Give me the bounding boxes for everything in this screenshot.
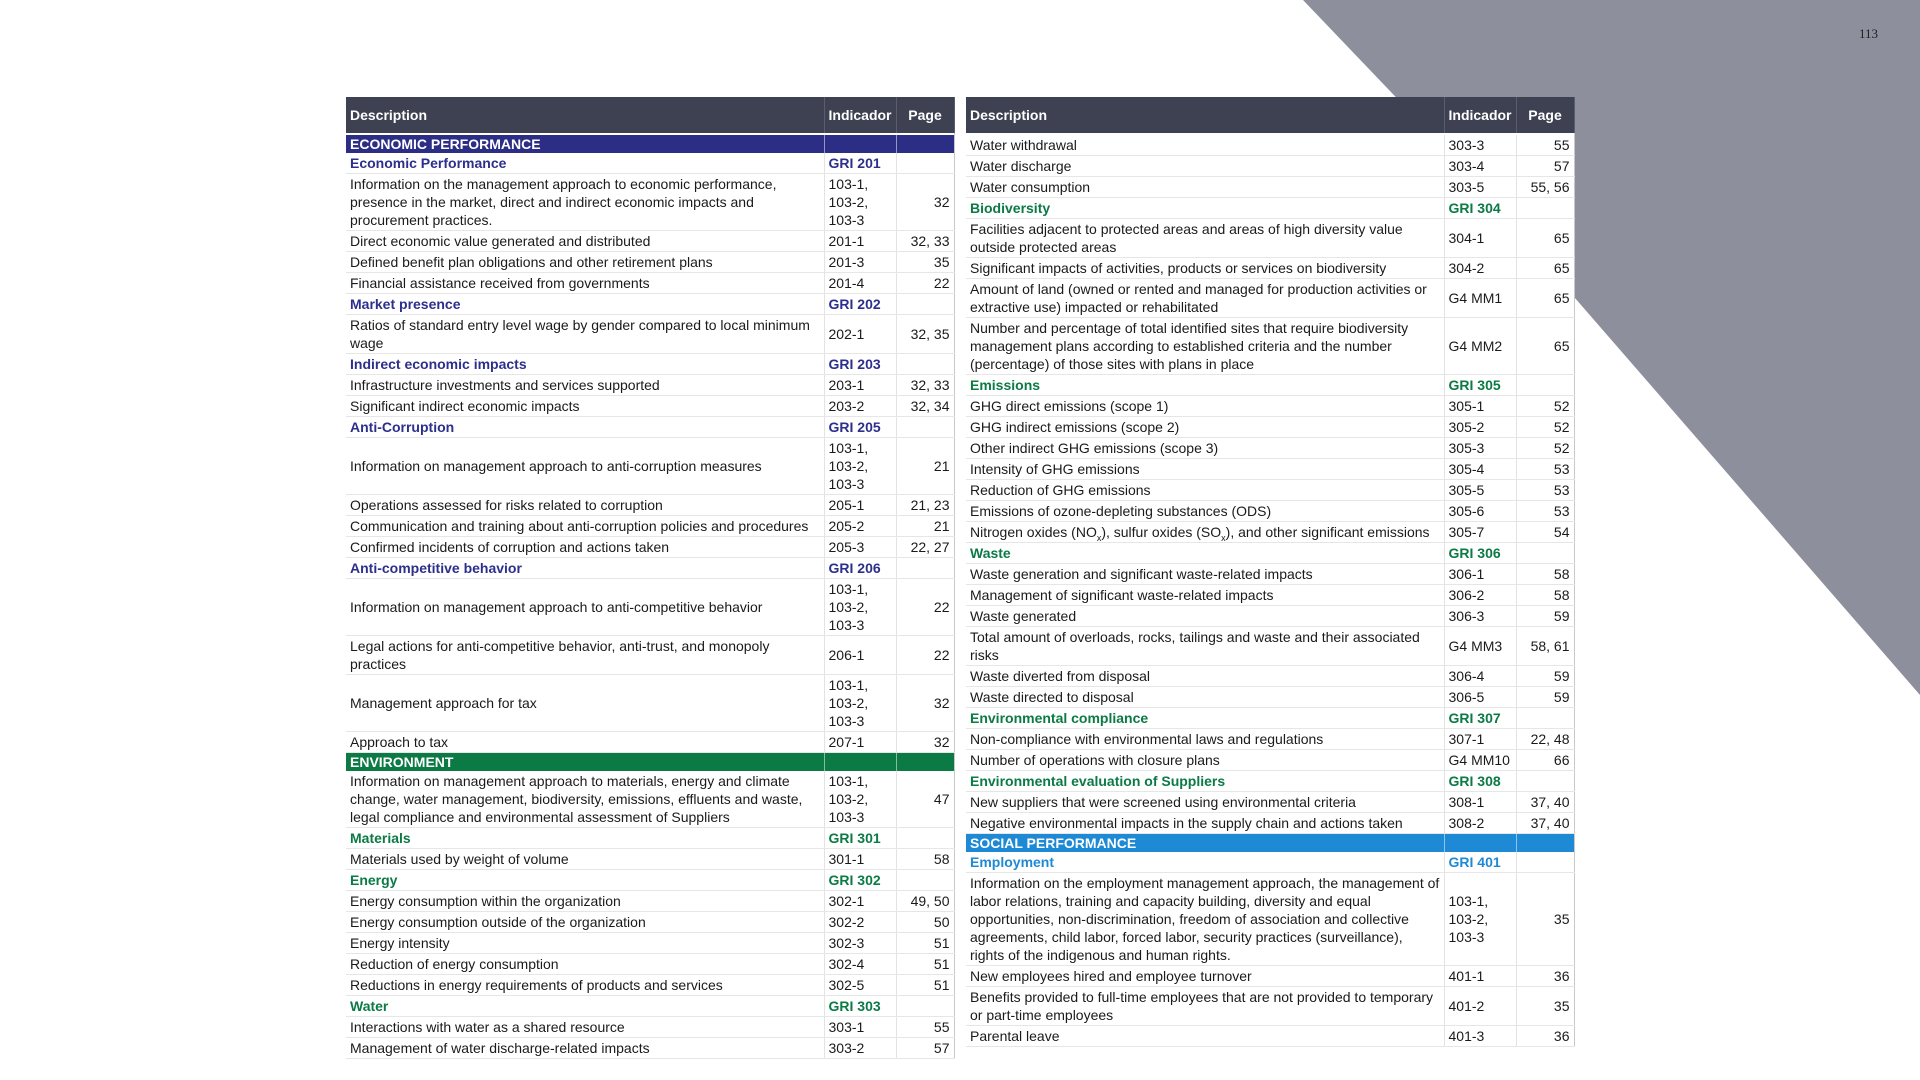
row-description: Information on the employment management approach, the management of labor relations, training and capacity building, diversity and equal opportunities, non-discrimination, freedom of association and collective agreements, child labor, forced labor, security practices (surveillance), rights of the indigenous and human rights. xyxy=(966,873,1444,966)
subsection-row xyxy=(966,771,1574,792)
row-description: Energy consumption within the organization xyxy=(346,891,824,912)
row-page: 22 xyxy=(896,273,954,294)
row-description: Waste generation and significant waste-related impacts xyxy=(966,564,1444,585)
table-row xyxy=(966,438,1574,459)
row-page: 35 xyxy=(1516,987,1574,1026)
row-page: 57 xyxy=(1516,156,1574,177)
table-row xyxy=(966,156,1574,177)
subsection-title: Market presence xyxy=(346,294,824,315)
table-row xyxy=(966,480,1574,501)
row-indicator: 202-1 xyxy=(824,315,896,354)
row-page: 53 xyxy=(1516,501,1574,522)
row-indicator: 205-2 xyxy=(824,516,896,537)
row-page: 58, 61 xyxy=(1516,627,1574,666)
row-indicator: G4 MM2 xyxy=(1444,318,1516,375)
description-text-part: ), and other significant emissions xyxy=(1225,524,1430,540)
row-page: 50 xyxy=(896,912,954,933)
row-description: Infrastructure investments and services supported xyxy=(346,375,824,396)
gri-index-table-left xyxy=(346,97,955,1059)
table-row xyxy=(346,375,954,396)
row-page: 55 xyxy=(1516,135,1574,156)
table-row xyxy=(346,174,954,231)
table-row xyxy=(966,792,1574,813)
table-row xyxy=(966,564,1574,585)
row-page: 65 xyxy=(1516,219,1574,258)
row-description: Energy consumption outside of the organization xyxy=(346,912,824,933)
subsection-page-cell xyxy=(896,870,954,891)
section-title: SOCIAL PERFORMANCE xyxy=(966,834,1444,853)
row-description: Defined benefit plan obligations and other retirement plans xyxy=(346,252,824,273)
row-indicator: 307-1 xyxy=(1444,729,1516,750)
table-row xyxy=(346,273,954,294)
row-description: Emissions of ozone-depleting substances (ODS) xyxy=(966,501,1444,522)
row-indicator: 308-2 xyxy=(1444,813,1516,834)
row-indicator: G4 MM1 xyxy=(1444,279,1516,318)
row-description: GHG direct emissions (scope 1) xyxy=(966,396,1444,417)
row-description: Information on management approach to materials, energy and climate change, water management, biodiversity, emissions, effluents and waste, legal compliance and environmental assessment of Suppliers xyxy=(346,771,824,828)
subsection-row xyxy=(346,417,954,438)
subsection-row xyxy=(966,375,1574,396)
row-indicator: 203-1 xyxy=(824,375,896,396)
table-body-right xyxy=(966,133,1574,1047)
row-page: 58 xyxy=(896,849,954,870)
row-indicator: 305-3 xyxy=(1444,438,1516,459)
table-row xyxy=(966,987,1574,1026)
table-row xyxy=(966,279,1574,318)
row-page: 32 xyxy=(896,732,954,753)
subsection-row xyxy=(346,558,954,579)
row-page: 55, 56 xyxy=(1516,177,1574,198)
row-indicator: 206-1 xyxy=(824,636,896,675)
row-page: 37, 40 xyxy=(1516,792,1574,813)
row-page: 59 xyxy=(1516,687,1574,708)
subsection-row xyxy=(966,852,1574,873)
row-indicator: G4 MM10 xyxy=(1444,750,1516,771)
section-header-row xyxy=(966,834,1574,853)
row-description: New employees hired and employee turnover xyxy=(966,966,1444,987)
row-page: 21 xyxy=(896,516,954,537)
subsection-page-cell xyxy=(896,294,954,315)
subsection-page-cell xyxy=(1516,198,1574,219)
row-description: Operations assessed for risks related to corruption xyxy=(346,495,824,516)
row-description: Information on management approach to anti-competitive behavior xyxy=(346,579,824,636)
row-page: 65 xyxy=(1516,279,1574,318)
table-row xyxy=(346,975,954,996)
row-description: Number and percentage of total identified sites that require biodiversity management plans according to established criteria and the number (percentage) of those sites with plans in place xyxy=(966,318,1444,375)
table-row xyxy=(966,687,1574,708)
row-page: 54 xyxy=(1516,522,1574,543)
row-page: 36 xyxy=(1516,966,1574,987)
table-row xyxy=(346,231,954,252)
row-page: 47 xyxy=(896,771,954,828)
subsection-indicator: GRI 401 xyxy=(1444,852,1516,873)
row-indicator: 303-1 xyxy=(824,1017,896,1038)
row-page: 22 xyxy=(896,579,954,636)
row-indicator: 401-2 xyxy=(1444,987,1516,1026)
table-row xyxy=(346,675,954,732)
description-text-part: ), sulfur oxides (SO xyxy=(1101,524,1222,540)
row-indicator: 305-4 xyxy=(1444,459,1516,480)
row-page: 59 xyxy=(1516,666,1574,687)
row-description: Management approach for tax xyxy=(346,675,824,732)
subsection-page-cell xyxy=(1516,771,1574,792)
subsection-title: Waste xyxy=(966,543,1444,564)
table-row xyxy=(966,585,1574,606)
row-indicator: 304-1 xyxy=(1444,219,1516,258)
section-indicator-cell xyxy=(1444,834,1516,853)
row-page: 35 xyxy=(1516,873,1574,966)
table-row xyxy=(346,891,954,912)
table-row xyxy=(966,813,1574,834)
table-row xyxy=(966,666,1574,687)
row-description: Confirmed incidents of corruption and actions taken xyxy=(346,537,824,558)
row-description: Water withdrawal xyxy=(966,135,1444,156)
subsection-row xyxy=(346,153,954,174)
row-page: 52 xyxy=(1516,438,1574,459)
table-row xyxy=(966,219,1574,258)
row-description xyxy=(966,522,1444,543)
subsection-page-cell xyxy=(1516,375,1574,396)
table-header-row xyxy=(346,97,954,133)
row-page: 21, 23 xyxy=(896,495,954,516)
row-indicator: 306-5 xyxy=(1444,687,1516,708)
column-header-description: Description xyxy=(346,97,824,133)
subsection-indicator: GRI 203 xyxy=(824,354,896,375)
table-row xyxy=(346,933,954,954)
row-description: Parental leave xyxy=(966,1026,1444,1047)
row-indicator: 205-3 xyxy=(824,537,896,558)
row-indicator: 303-5 xyxy=(1444,177,1516,198)
subsection-title: Employment xyxy=(966,852,1444,873)
row-description: Interactions with water as a shared resource xyxy=(346,1017,824,1038)
row-indicator: 305-5 xyxy=(1444,480,1516,501)
row-description: Management of water discharge-related impacts xyxy=(346,1038,824,1059)
table-header-row xyxy=(966,97,1574,133)
table-row xyxy=(966,606,1574,627)
table-row xyxy=(346,912,954,933)
table-row xyxy=(966,459,1574,480)
row-indicator: 305-1 xyxy=(1444,396,1516,417)
row-page: 59 xyxy=(1516,606,1574,627)
subsection-title: Biodiversity xyxy=(966,198,1444,219)
row-indicator: 302-4 xyxy=(824,954,896,975)
subsection-page-cell xyxy=(1516,852,1574,873)
row-indicator: 306-3 xyxy=(1444,606,1516,627)
gri-index-table-right xyxy=(966,97,1575,1047)
subsection-indicator: GRI 306 xyxy=(1444,543,1516,564)
column-header-page: Page xyxy=(1516,97,1574,133)
row-description: Information on management approach to anti-corruption measures xyxy=(346,438,824,495)
row-page: 58 xyxy=(1516,564,1574,585)
row-indicator: 203-2 xyxy=(824,396,896,417)
row-page: 65 xyxy=(1516,318,1574,375)
subsection-title: Energy xyxy=(346,870,824,891)
subsection-page-cell xyxy=(896,354,954,375)
row-page: 66 xyxy=(1516,750,1574,771)
row-indicator: 401-3 xyxy=(1444,1026,1516,1047)
subsection-indicator: GRI 206 xyxy=(824,558,896,579)
row-description: Facilities adjacent to protected areas and areas of high diversity value outside protected areas xyxy=(966,219,1444,258)
subsection-title: Materials xyxy=(346,828,824,849)
subsection-page-cell xyxy=(1516,708,1574,729)
row-indicator: 303-2 xyxy=(824,1038,896,1059)
table-row xyxy=(966,627,1574,666)
section-header-row xyxy=(346,753,954,772)
table-row xyxy=(966,966,1574,987)
row-indicator: 303-4 xyxy=(1444,156,1516,177)
subsection-page-cell xyxy=(896,153,954,174)
subsection-indicator: GRI 302 xyxy=(824,870,896,891)
row-page: 52 xyxy=(1516,396,1574,417)
subsection-row xyxy=(346,996,954,1017)
subsection-indicator: GRI 303 xyxy=(824,996,896,1017)
subsection-title: Water xyxy=(346,996,824,1017)
row-indicator: 103-1, 103-2, 103-3 xyxy=(824,675,896,732)
row-page: 58 xyxy=(1516,585,1574,606)
row-indicator: 302-1 xyxy=(824,891,896,912)
row-page: 32 xyxy=(896,174,954,231)
row-description: Negative environmental impacts in the supply chain and actions taken xyxy=(966,813,1444,834)
section-page-cell xyxy=(896,135,954,153)
subsection-page-cell xyxy=(1516,543,1574,564)
row-indicator: 207-1 xyxy=(824,732,896,753)
row-description: New suppliers that were screened using environmental criteria xyxy=(966,792,1444,813)
section-page-cell xyxy=(896,753,954,772)
row-description: Materials used by weight of volume xyxy=(346,849,824,870)
row-page: 57 xyxy=(896,1038,954,1059)
row-description: Reduction of GHG emissions xyxy=(966,480,1444,501)
row-description: Other indirect GHG emissions (scope 3) xyxy=(966,438,1444,459)
row-description: Water discharge xyxy=(966,156,1444,177)
row-page: 32, 33 xyxy=(896,375,954,396)
subsection-indicator: GRI 301 xyxy=(824,828,896,849)
table-row xyxy=(346,495,954,516)
table-row xyxy=(346,315,954,354)
row-description: Direct economic value generated and distributed xyxy=(346,231,824,252)
row-page: 21 xyxy=(896,438,954,495)
row-description: Number of operations with closure plans xyxy=(966,750,1444,771)
table-row xyxy=(346,537,954,558)
row-page: 36 xyxy=(1516,1026,1574,1047)
table-row xyxy=(346,579,954,636)
row-description: Waste generated xyxy=(966,606,1444,627)
section-indicator-cell xyxy=(824,135,896,153)
subsection-title: Anti-Corruption xyxy=(346,417,824,438)
table-row xyxy=(966,318,1574,375)
row-description: GHG indirect emissions (scope 2) xyxy=(966,417,1444,438)
section-title: ECONOMIC PERFORMANCE xyxy=(346,135,824,153)
row-indicator: 302-2 xyxy=(824,912,896,933)
table-row xyxy=(346,1038,954,1059)
row-page: 51 xyxy=(896,933,954,954)
row-page: 35 xyxy=(896,252,954,273)
subsection-page-cell xyxy=(896,558,954,579)
subsection-row xyxy=(966,543,1574,564)
row-indicator: 305-2 xyxy=(1444,417,1516,438)
column-header-indicator: Indicador xyxy=(824,97,896,133)
row-indicator: 103-1, 103-2, 103-3 xyxy=(824,771,896,828)
table-row xyxy=(966,1026,1574,1047)
row-description: Total amount of overloads, rocks, tailings and waste and their associated risks xyxy=(966,627,1444,666)
table-row xyxy=(966,522,1574,543)
row-description: Reduction of energy consumption xyxy=(346,954,824,975)
row-indicator: 103-1, 103-2, 103-3 xyxy=(824,174,896,231)
row-page: 22 xyxy=(896,636,954,675)
section-indicator-cell xyxy=(824,753,896,772)
subsection-title: Environmental compliance xyxy=(966,708,1444,729)
row-page: 37, 40 xyxy=(1516,813,1574,834)
subsection-row xyxy=(966,198,1574,219)
row-indicator: 306-4 xyxy=(1444,666,1516,687)
row-page: 55 xyxy=(896,1017,954,1038)
row-description: Financial assistance received from governments xyxy=(346,273,824,294)
table-row xyxy=(346,849,954,870)
subsection-row xyxy=(966,708,1574,729)
subscript-text: x xyxy=(1221,532,1226,543)
row-indicator: 302-5 xyxy=(824,975,896,996)
row-description: Reductions in energy requirements of products and services xyxy=(346,975,824,996)
table-row xyxy=(346,732,954,753)
table-row xyxy=(966,873,1574,966)
section-page-cell xyxy=(1516,834,1574,853)
row-description: Significant indirect economic impacts xyxy=(346,396,824,417)
row-page: 32, 33 xyxy=(896,231,954,252)
table-row xyxy=(346,636,954,675)
row-page: 32, 34 xyxy=(896,396,954,417)
subsection-indicator: GRI 305 xyxy=(1444,375,1516,396)
row-page: 22, 27 xyxy=(896,537,954,558)
subsection-row xyxy=(346,828,954,849)
row-indicator: 103-1, 103-2, 103-3 xyxy=(1444,873,1516,966)
subsection-title: Economic Performance xyxy=(346,153,824,174)
row-page: 65 xyxy=(1516,258,1574,279)
table-row xyxy=(346,954,954,975)
row-description: Water consumption xyxy=(966,177,1444,198)
table-row xyxy=(966,258,1574,279)
table-row xyxy=(966,501,1574,522)
table-row xyxy=(346,1017,954,1038)
row-description: Management of significant waste-related impacts xyxy=(966,585,1444,606)
row-indicator: 303-3 xyxy=(1444,135,1516,156)
subsection-row xyxy=(346,870,954,891)
table-row xyxy=(966,729,1574,750)
row-indicator: 205-1 xyxy=(824,495,896,516)
subsection-page-cell xyxy=(896,828,954,849)
table-row xyxy=(346,252,954,273)
table-row xyxy=(346,516,954,537)
row-indicator: 305-7 xyxy=(1444,522,1516,543)
row-indicator: 306-1 xyxy=(1444,564,1516,585)
row-description: Communication and training about anti-corruption policies and procedures xyxy=(346,516,824,537)
page-number: 113 xyxy=(1858,26,1878,41)
table-row xyxy=(346,438,954,495)
subsection-title: Environmental evaluation of Suppliers xyxy=(966,771,1444,792)
column-header-indicator: Indicador xyxy=(1444,97,1516,133)
row-indicator: 304-2 xyxy=(1444,258,1516,279)
row-page: 52 xyxy=(1516,417,1574,438)
row-description: Significant impacts of activities, products or services on biodiversity xyxy=(966,258,1444,279)
row-page: 53 xyxy=(1516,459,1574,480)
subsection-indicator: GRI 307 xyxy=(1444,708,1516,729)
subsection-row xyxy=(346,294,954,315)
subsection-title: Indirect economic impacts xyxy=(346,354,824,375)
row-page: 53 xyxy=(1516,480,1574,501)
row-indicator: G4 MM3 xyxy=(1444,627,1516,666)
row-page: 51 xyxy=(896,975,954,996)
subsection-title: Emissions xyxy=(966,375,1444,396)
subsection-row xyxy=(346,354,954,375)
row-description: Non-compliance with environmental laws and regulations xyxy=(966,729,1444,750)
row-indicator: 302-3 xyxy=(824,933,896,954)
column-header-page: Page xyxy=(896,97,954,133)
table-row xyxy=(346,396,954,417)
row-description: Information on the management approach to economic performance, presence in the market, direct and indirect economic impacts and procurement practices. xyxy=(346,174,824,231)
row-description: Benefits provided to full-time employees that are not provided to temporary or part-time employees xyxy=(966,987,1444,1026)
subsection-indicator: GRI 202 xyxy=(824,294,896,315)
row-indicator: 308-1 xyxy=(1444,792,1516,813)
row-indicator: 401-1 xyxy=(1444,966,1516,987)
subsection-page-cell xyxy=(896,996,954,1017)
table-body-left xyxy=(346,133,954,1059)
table-row xyxy=(966,750,1574,771)
subsection-page-cell xyxy=(896,417,954,438)
row-indicator: 201-4 xyxy=(824,273,896,294)
table-row xyxy=(966,177,1574,198)
row-indicator: 103-1, 103-2, 103-3 xyxy=(824,579,896,636)
subsection-indicator: GRI 308 xyxy=(1444,771,1516,792)
description-text-part: Nitrogen oxides (NO xyxy=(970,524,1097,540)
column-header-description: Description xyxy=(966,97,1444,133)
row-indicator: 201-1 xyxy=(824,231,896,252)
row-description: Waste diverted from disposal xyxy=(966,666,1444,687)
section-header-row xyxy=(346,135,954,153)
row-indicator: 306-2 xyxy=(1444,585,1516,606)
row-description: Amount of land (owned or rented and managed for production activities or extractive use) impacted or rehabilitated xyxy=(966,279,1444,318)
row-description: Legal actions for anti-competitive behavior, anti-trust, and monopoly practices xyxy=(346,636,824,675)
row-page: 22, 48 xyxy=(1516,729,1574,750)
table-row xyxy=(966,396,1574,417)
subsection-title: Anti-competitive behavior xyxy=(346,558,824,579)
row-page: 32, 35 xyxy=(896,315,954,354)
subsection-indicator: GRI 205 xyxy=(824,417,896,438)
row-page: 51 xyxy=(896,954,954,975)
row-description: Waste directed to disposal xyxy=(966,687,1444,708)
row-indicator: 201-3 xyxy=(824,252,896,273)
row-indicator: 301-1 xyxy=(824,849,896,870)
row-description: Approach to tax xyxy=(346,732,824,753)
row-page: 49, 50 xyxy=(896,891,954,912)
subsection-indicator: GRI 201 xyxy=(824,153,896,174)
section-title: ENVIRONMENT xyxy=(346,753,824,772)
row-description: Energy intensity xyxy=(346,933,824,954)
row-indicator: 305-6 xyxy=(1444,501,1516,522)
subscript-text: x xyxy=(1096,532,1102,543)
table-row xyxy=(966,417,1574,438)
row-description: Ratios of standard entry level wage by gender compared to local minimum wage xyxy=(346,315,824,354)
table-row xyxy=(966,135,1574,156)
row-description: Intensity of GHG emissions xyxy=(966,459,1444,480)
row-page: 32 xyxy=(896,675,954,732)
table-row xyxy=(346,771,954,828)
subsection-indicator: GRI 304 xyxy=(1444,198,1516,219)
row-indicator: 103-1, 103-2, 103-3 xyxy=(824,438,896,495)
